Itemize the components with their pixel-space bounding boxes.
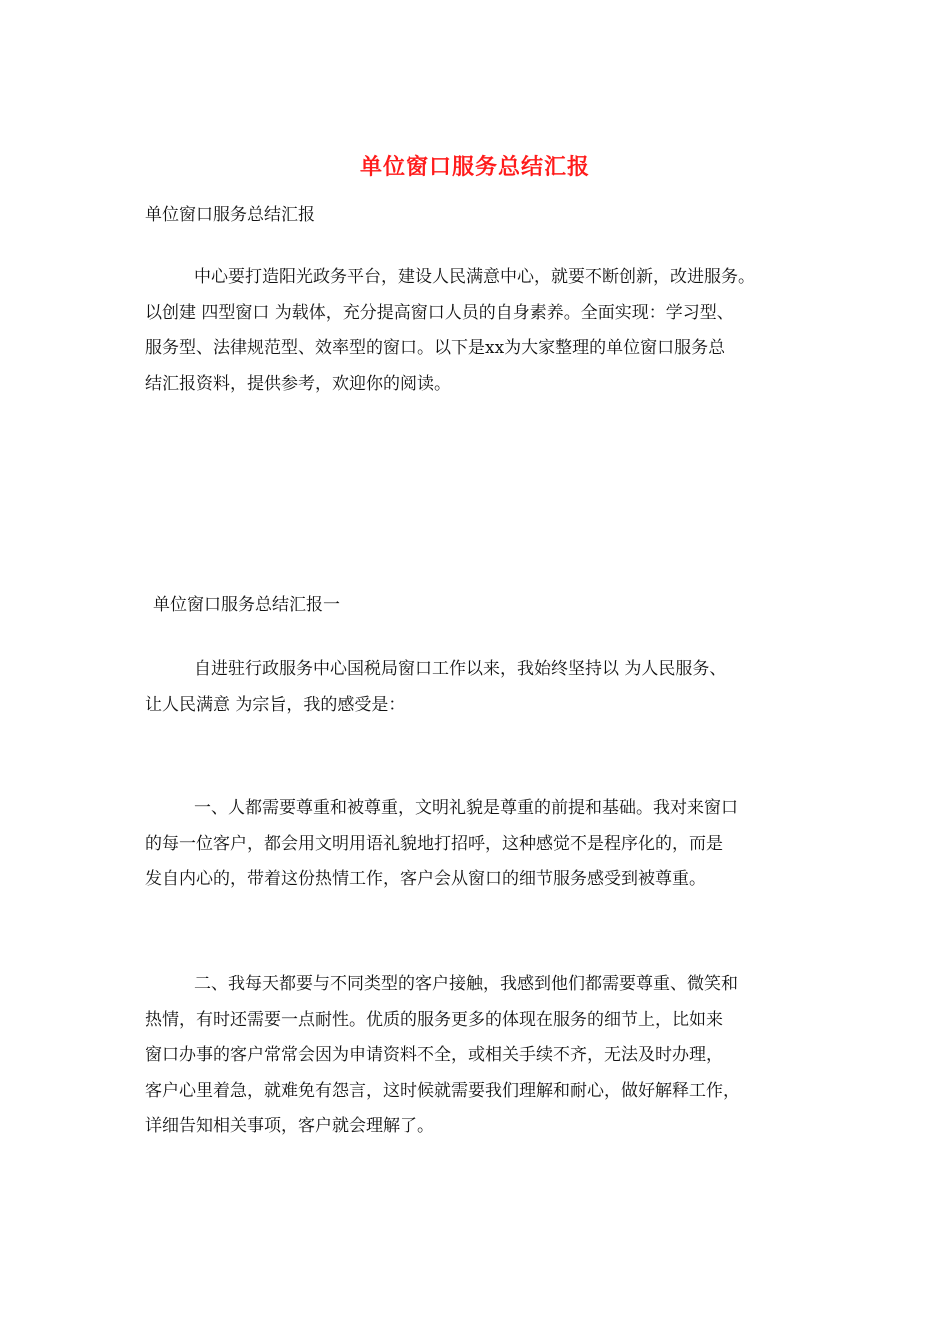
- paragraph-3: [145, 967, 810, 1145]
- paragraph-line: 结汇报资料，提供参考，欢迎你的阅读。: [145, 373, 451, 394]
- intro-paragraph: [145, 260, 810, 402]
- paragraph-2: [145, 791, 810, 898]
- paragraph-line: 热情，有时还需要一点耐性。优质的服务更多的体现在服务的细节上，比如来: [145, 1009, 723, 1030]
- document-title: 单位窗口服务总结汇报: [359, 154, 590, 180]
- paragraph-line: 客户心里着急，就难免有怨言，这时候就需要我们理解和耐心，做好解释工作，: [145, 1080, 740, 1101]
- paragraph-line: 窗口办事的客户常常会因为申请资料不全，或相关手续不齐，无法及时办理，: [145, 1045, 723, 1065]
- section-heading: 单位窗口服务总结汇报一: [153, 595, 340, 615]
- paragraph-line: 中心要打造阳光政务平台，建设人民满意中心，就要不断创新，改进服务。: [194, 267, 755, 287]
- paragraph-line: 发自内心的，带着这份热情工作，客户会从窗口的细节服务感受到被尊重。: [145, 869, 706, 889]
- paragraph-line: 二、我每天都要与不同类型的客户接触，我感到他们都需要尊重、微笑和: [194, 974, 738, 994]
- paragraph-line: 详细告知相关事项，客户就会理解了。: [145, 1116, 434, 1136]
- paragraph-line: 让人民满意 为宗旨，我的感受是：: [145, 694, 406, 715]
- document-subtitle: 单位窗口服务总结汇报: [145, 205, 315, 225]
- paragraph-1: [145, 652, 810, 723]
- paragraph-line: 的每一位客户，都会用文明用语礼貌地打招呼，这种感觉不是程序化的，而是: [145, 833, 723, 854]
- paragraph-line: 一、人都需要尊重和被尊重，文明礼貌是尊重的前提和基础。我对来窗口: [194, 798, 738, 818]
- paragraph-line: 以创建 四型窗口 为载体，充分提高窗口人员的自身素养。全面实现：学习型、: [145, 302, 734, 323]
- paragraph-line: 自进驻行政服务中心国税局窗口工作以来，我始终坚持以 为人民服务、: [194, 659, 727, 679]
- paragraph-line: 服务型、法律规范型、效率型的窗口。以下是xx为大家整理的单位窗口服务总: [145, 338, 726, 358]
